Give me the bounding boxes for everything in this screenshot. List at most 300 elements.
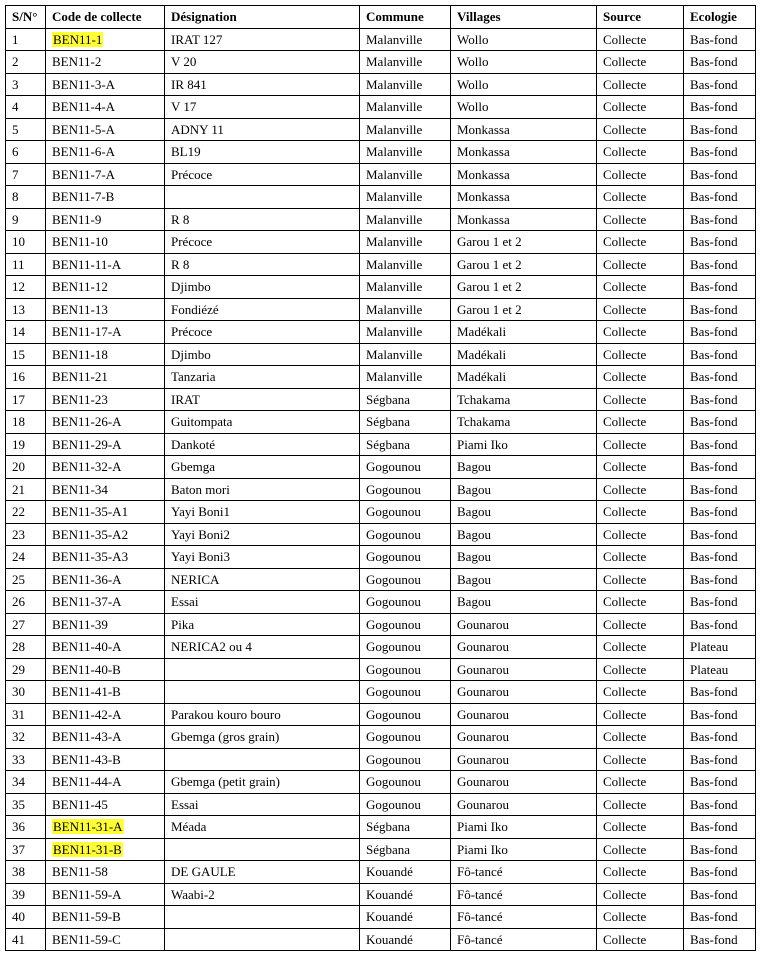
cell-source: Collecte <box>597 771 684 794</box>
cell-village: Monkassa <box>451 118 597 141</box>
header-ecologie: Ecologie <box>684 6 756 29</box>
cell-designation: Gbemga <box>165 456 360 479</box>
table-row <box>6 163 756 186</box>
cell-designation: IRAT 127 <box>165 28 360 51</box>
cell-village: Wollo <box>451 73 597 96</box>
cell-source: Collecte <box>597 276 684 299</box>
cell-ecologie: Plateau <box>684 658 756 681</box>
cell-ecologie: Bas-fond <box>684 861 756 884</box>
table-row <box>6 681 756 704</box>
cell-commune: Gogounou <box>360 748 451 771</box>
cell-commune: Malanville <box>360 321 451 344</box>
table-row <box>6 591 756 614</box>
cell-designation: Méada <box>165 816 360 839</box>
cell-designation: Fondiézé <box>165 298 360 321</box>
cell-sn: 24 <box>6 546 46 569</box>
cell-commune: Malanville <box>360 96 451 119</box>
cell-village: Gounarou <box>451 771 597 794</box>
cell-designation: Tanzaria <box>165 366 360 389</box>
cell-ecologie: Bas-fond <box>684 433 756 456</box>
cell-code: BEN11-35-A2 <box>46 523 165 546</box>
cell-village: Fô-tancé <box>451 883 597 906</box>
cell-commune: Ségbana <box>360 838 451 861</box>
cell-code <box>46 838 165 861</box>
cell-ecologie: Bas-fond <box>684 681 756 704</box>
cell-village: Garou 1 et 2 <box>451 253 597 276</box>
cell-village: Madékali <box>451 321 597 344</box>
cell-code: BEN11-34 <box>46 478 165 501</box>
cell-sn: 35 <box>6 793 46 816</box>
cell-designation: Pika <box>165 613 360 636</box>
table-row <box>6 703 756 726</box>
cell-commune: Malanville <box>360 186 451 209</box>
table-row <box>6 478 756 501</box>
header-sn: S/N° <box>6 6 46 29</box>
cell-village: Gounarou <box>451 793 597 816</box>
cell-commune: Gogounou <box>360 771 451 794</box>
table-row <box>6 748 756 771</box>
cell-designation: Dankoté <box>165 433 360 456</box>
table-row <box>6 276 756 299</box>
cell-ecologie: Bas-fond <box>684 703 756 726</box>
table-row <box>6 253 756 276</box>
cell-designation: Précoce <box>165 163 360 186</box>
cell-source: Collecte <box>597 388 684 411</box>
cell-source: Collecte <box>597 96 684 119</box>
cell-commune: Kouandé <box>360 928 451 951</box>
cell-code: BEN11-7-A <box>46 163 165 186</box>
cell-sn: 38 <box>6 861 46 884</box>
cell-code <box>46 816 165 839</box>
table-row <box>6 388 756 411</box>
cell-ecologie: Bas-fond <box>684 568 756 591</box>
cell-source: Collecte <box>597 163 684 186</box>
cell-source: Collecte <box>597 906 684 929</box>
cell-designation: Parakou kouro bouro <box>165 703 360 726</box>
cell-source: Collecte <box>597 748 684 771</box>
table-row <box>6 343 756 366</box>
cell-village: Monkassa <box>451 208 597 231</box>
cell-village: Bagou <box>451 523 597 546</box>
collection-table <box>5 5 756 951</box>
cell-ecologie: Plateau <box>684 636 756 659</box>
header-villages: Villages <box>451 6 597 29</box>
cell-commune: Malanville <box>360 208 451 231</box>
cell-code: BEN11-11-A <box>46 253 165 276</box>
cell-source: Collecte <box>597 636 684 659</box>
cell-source: Collecte <box>597 568 684 591</box>
cell-designation: IR 841 <box>165 73 360 96</box>
cell-designation: Gbemga (petit grain) <box>165 771 360 794</box>
cell-village: Bagou <box>451 456 597 479</box>
cell-commune: Kouandé <box>360 883 451 906</box>
cell-source: Collecte <box>597 433 684 456</box>
cell-village: Piami Iko <box>451 433 597 456</box>
table-row <box>6 658 756 681</box>
cell-source: Collecte <box>597 343 684 366</box>
cell-ecologie: Bas-fond <box>684 771 756 794</box>
cell-source: Collecte <box>597 838 684 861</box>
cell-sn: 11 <box>6 253 46 276</box>
cell-sn: 2 <box>6 51 46 74</box>
cell-code: BEN11-43-A <box>46 726 165 749</box>
cell-source: Collecte <box>597 208 684 231</box>
cell-code: BEN11-13 <box>46 298 165 321</box>
cell-sn: 6 <box>6 141 46 164</box>
cell-village: Bagou <box>451 591 597 614</box>
cell-designation: V 20 <box>165 51 360 74</box>
table-row <box>6 298 756 321</box>
cell-ecologie: Bas-fond <box>684 906 756 929</box>
cell-sn: 10 <box>6 231 46 254</box>
cell-code: BEN11-41-B <box>46 681 165 704</box>
cell-code: BEN11-42-A <box>46 703 165 726</box>
cell-code: BEN11-2 <box>46 51 165 74</box>
cell-code: BEN11-29-A <box>46 433 165 456</box>
cell-code: BEN11-21 <box>46 366 165 389</box>
cell-commune: Ségbana <box>360 388 451 411</box>
cell-sn: 3 <box>6 73 46 96</box>
cell-commune: Malanville <box>360 276 451 299</box>
cell-commune: Kouandé <box>360 906 451 929</box>
cell-sn: 40 <box>6 906 46 929</box>
cell-designation: Waabi-2 <box>165 883 360 906</box>
cell-designation: IRAT <box>165 388 360 411</box>
cell-commune: Malanville <box>360 366 451 389</box>
cell-commune: Malanville <box>360 141 451 164</box>
cell-commune: Kouandé <box>360 861 451 884</box>
cell-code: BEN11-26-A <box>46 411 165 434</box>
cell-sn: 21 <box>6 478 46 501</box>
table-row <box>6 523 756 546</box>
cell-code: BEN11-39 <box>46 613 165 636</box>
cell-sn: 26 <box>6 591 46 614</box>
cell-designation: Djimbo <box>165 276 360 299</box>
cell-designation: NERICA2 ou 4 <box>165 636 360 659</box>
cell-source: Collecte <box>597 141 684 164</box>
cell-village: Bagou <box>451 501 597 524</box>
cell-sn: 20 <box>6 456 46 479</box>
cell-source: Collecte <box>597 321 684 344</box>
cell-sn: 30 <box>6 681 46 704</box>
cell-code: BEN11-17-A <box>46 321 165 344</box>
cell-ecologie: Bas-fond <box>684 883 756 906</box>
cell-sn: 19 <box>6 433 46 456</box>
cell-commune: Malanville <box>360 298 451 321</box>
table-row <box>6 928 756 951</box>
table-row <box>6 456 756 479</box>
cell-commune: Gogounou <box>360 546 451 569</box>
header-code: Code de collecte <box>46 6 165 29</box>
cell-source: Collecte <box>597 51 684 74</box>
cell-code: BEN11-10 <box>46 231 165 254</box>
cell-sn: 1 <box>6 28 46 51</box>
cell-village: Fô-tancé <box>451 861 597 884</box>
cell-code: BEN11-18 <box>46 343 165 366</box>
cell-designation: Djimbo <box>165 343 360 366</box>
cell-ecologie: Bas-fond <box>684 276 756 299</box>
cell-sn: 4 <box>6 96 46 119</box>
cell-village: Fô-tancé <box>451 928 597 951</box>
cell-commune: Gogounou <box>360 501 451 524</box>
cell-commune: Ségbana <box>360 816 451 839</box>
cell-sn: 29 <box>6 658 46 681</box>
cell-village: Tchakama <box>451 388 597 411</box>
cell-designation: Précoce <box>165 321 360 344</box>
cell-source: Collecte <box>597 883 684 906</box>
cell-commune: Malanville <box>360 118 451 141</box>
cell-ecologie: Bas-fond <box>684 793 756 816</box>
cell-sn: 18 <box>6 411 46 434</box>
cell-designation: Gbemga (gros grain) <box>165 726 360 749</box>
table-row <box>6 141 756 164</box>
cell-ecologie: Bas-fond <box>684 366 756 389</box>
cell-source: Collecte <box>597 411 684 434</box>
cell-designation: V 17 <box>165 96 360 119</box>
cell-commune: Gogounou <box>360 591 451 614</box>
cell-designation <box>165 658 360 681</box>
cell-source: Collecte <box>597 28 684 51</box>
cell-village: Gounarou <box>451 681 597 704</box>
cell-source: Collecte <box>597 523 684 546</box>
cell-source: Collecte <box>597 231 684 254</box>
cell-source: Collecte <box>597 793 684 816</box>
cell-ecologie: Bas-fond <box>684 816 756 839</box>
cell-sn: 25 <box>6 568 46 591</box>
cell-commune: Gogounou <box>360 658 451 681</box>
header-designation: Désignation <box>165 6 360 29</box>
table-row <box>6 568 756 591</box>
cell-source: Collecte <box>597 478 684 501</box>
table-row <box>6 96 756 119</box>
table-row <box>6 816 756 839</box>
cell-sn: 39 <box>6 883 46 906</box>
cell-code: BEN11-35-A1 <box>46 501 165 524</box>
cell-designation: Yayi Boni1 <box>165 501 360 524</box>
table-row <box>6 883 756 906</box>
table-row <box>6 636 756 659</box>
cell-village: Garou 1 et 2 <box>451 231 597 254</box>
cell-code: BEN11-59-A <box>46 883 165 906</box>
cell-village: Gounarou <box>451 726 597 749</box>
cell-ecologie: Bas-fond <box>684 388 756 411</box>
cell-code: BEN11-3-A <box>46 73 165 96</box>
cell-sn: 27 <box>6 613 46 636</box>
highlighted-code: BEN11-1 <box>53 31 103 47</box>
cell-sn: 17 <box>6 388 46 411</box>
cell-sn: 7 <box>6 163 46 186</box>
cell-village: Bagou <box>451 478 597 501</box>
table-row <box>6 28 756 51</box>
cell-designation: Précoce <box>165 231 360 254</box>
cell-sn: 34 <box>6 771 46 794</box>
cell-designation: Essai <box>165 591 360 614</box>
cell-code: BEN11-37-A <box>46 591 165 614</box>
cell-designation: NERICA <box>165 568 360 591</box>
table-row <box>6 771 756 794</box>
cell-village: Gounarou <box>451 703 597 726</box>
cell-sn: 16 <box>6 366 46 389</box>
cell-designation: Essai <box>165 793 360 816</box>
cell-village: Garou 1 et 2 <box>451 276 597 299</box>
cell-sn: 8 <box>6 186 46 209</box>
cell-sn: 15 <box>6 343 46 366</box>
cell-ecologie: Bas-fond <box>684 478 756 501</box>
cell-designation: Yayi Boni2 <box>165 523 360 546</box>
table-row <box>6 726 756 749</box>
cell-source: Collecte <box>597 186 684 209</box>
cell-designation <box>165 838 360 861</box>
cell-code: BEN11-23 <box>46 388 165 411</box>
cell-village: Monkassa <box>451 186 597 209</box>
cell-source: Collecte <box>597 816 684 839</box>
header-commune: Commune <box>360 6 451 29</box>
cell-commune: Malanville <box>360 51 451 74</box>
cell-source: Collecte <box>597 501 684 524</box>
cell-village: Wollo <box>451 96 597 119</box>
header-source: Source <box>597 6 684 29</box>
cell-source: Collecte <box>597 253 684 276</box>
cell-commune: Malanville <box>360 73 451 96</box>
cell-sn: 36 <box>6 816 46 839</box>
cell-village: Piami Iko <box>451 838 597 861</box>
cell-source: Collecte <box>597 591 684 614</box>
cell-village: Wollo <box>451 51 597 74</box>
cell-ecologie: Bas-fond <box>684 231 756 254</box>
cell-ecologie: Bas-fond <box>684 73 756 96</box>
cell-ecologie: Bas-fond <box>684 748 756 771</box>
table-row <box>6 861 756 884</box>
table-row <box>6 51 756 74</box>
cell-village: Madékali <box>451 366 597 389</box>
cell-sn: 5 <box>6 118 46 141</box>
cell-ecologie: Bas-fond <box>684 838 756 861</box>
table-row <box>6 906 756 929</box>
cell-village: Madékali <box>451 343 597 366</box>
cell-designation <box>165 906 360 929</box>
cell-ecologie: Bas-fond <box>684 208 756 231</box>
table-row <box>6 118 756 141</box>
cell-sn: 22 <box>6 501 46 524</box>
cell-village: Garou 1 et 2 <box>451 298 597 321</box>
cell-ecologie: Bas-fond <box>684 726 756 749</box>
cell-source: Collecte <box>597 658 684 681</box>
cell-village: Bagou <box>451 568 597 591</box>
cell-code: BEN11-45 <box>46 793 165 816</box>
cell-commune: Gogounou <box>360 568 451 591</box>
cell-sn: 41 <box>6 928 46 951</box>
cell-village: Wollo <box>451 28 597 51</box>
cell-village: Gounarou <box>451 613 597 636</box>
highlighted-code: BEN11-31-A <box>53 819 123 835</box>
cell-ecologie: Bas-fond <box>684 51 756 74</box>
cell-sn: 32 <box>6 726 46 749</box>
cell-source: Collecte <box>597 298 684 321</box>
cell-sn: 9 <box>6 208 46 231</box>
cell-source: Collecte <box>597 366 684 389</box>
table-row <box>6 501 756 524</box>
cell-designation <box>165 186 360 209</box>
cell-code: BEN11-7-B <box>46 186 165 209</box>
cell-ecologie: Bas-fond <box>684 253 756 276</box>
cell-commune: Gogounou <box>360 726 451 749</box>
cell-source: Collecte <box>597 928 684 951</box>
cell-ecologie: Bas-fond <box>684 411 756 434</box>
cell-code: BEN11-9 <box>46 208 165 231</box>
cell-sn: 23 <box>6 523 46 546</box>
cell-code <box>46 28 165 51</box>
cell-code: BEN11-36-A <box>46 568 165 591</box>
cell-code: BEN11-5-A <box>46 118 165 141</box>
cell-source: Collecte <box>597 546 684 569</box>
cell-designation: R 8 <box>165 208 360 231</box>
cell-source: Collecte <box>597 703 684 726</box>
cell-ecologie: Bas-fond <box>684 501 756 524</box>
cell-designation: Yayi Boni3 <box>165 546 360 569</box>
header-row <box>6 6 756 29</box>
cell-designation: Baton mori <box>165 478 360 501</box>
cell-source: Collecte <box>597 73 684 96</box>
cell-commune: Gogounou <box>360 613 451 636</box>
cell-designation: R 8 <box>165 253 360 276</box>
cell-village: Monkassa <box>451 141 597 164</box>
cell-sn: 33 <box>6 748 46 771</box>
cell-commune: Gogounou <box>360 478 451 501</box>
table-row <box>6 546 756 569</box>
cell-commune: Malanville <box>360 343 451 366</box>
table-header <box>6 6 756 29</box>
cell-village: Fô-tancé <box>451 906 597 929</box>
cell-code: BEN11-58 <box>46 861 165 884</box>
cell-code: BEN11-40-A <box>46 636 165 659</box>
cell-commune: Malanville <box>360 253 451 276</box>
cell-source: Collecte <box>597 681 684 704</box>
cell-ecologie: Bas-fond <box>684 546 756 569</box>
cell-sn: 14 <box>6 321 46 344</box>
cell-commune: Malanville <box>360 28 451 51</box>
cell-source: Collecte <box>597 613 684 636</box>
cell-ecologie: Bas-fond <box>684 456 756 479</box>
cell-ecologie: Bas-fond <box>684 298 756 321</box>
cell-commune: Gogounou <box>360 703 451 726</box>
cell-code: BEN11-44-A <box>46 771 165 794</box>
cell-ecologie: Bas-fond <box>684 928 756 951</box>
cell-ecologie: Bas-fond <box>684 118 756 141</box>
cell-code: BEN11-40-B <box>46 658 165 681</box>
table-row <box>6 838 756 861</box>
cell-ecologie: Bas-fond <box>684 613 756 636</box>
cell-code: BEN11-35-A3 <box>46 546 165 569</box>
cell-sn: 37 <box>6 838 46 861</box>
cell-source: Collecte <box>597 861 684 884</box>
cell-ecologie: Bas-fond <box>684 28 756 51</box>
table-row <box>6 231 756 254</box>
cell-village: Bagou <box>451 546 597 569</box>
cell-commune: Ségbana <box>360 411 451 434</box>
cell-code: BEN11-6-A <box>46 141 165 164</box>
cell-village: Gounarou <box>451 636 597 659</box>
table-row <box>6 613 756 636</box>
table-body <box>6 28 756 951</box>
cell-code: BEN11-59-C <box>46 928 165 951</box>
cell-village: Gounarou <box>451 748 597 771</box>
table-row <box>6 433 756 456</box>
cell-designation: ADNY 11 <box>165 118 360 141</box>
cell-ecologie: Bas-fond <box>684 343 756 366</box>
highlighted-code: BEN11-31-B <box>53 841 122 857</box>
table-row <box>6 366 756 389</box>
cell-commune: Gogounou <box>360 793 451 816</box>
